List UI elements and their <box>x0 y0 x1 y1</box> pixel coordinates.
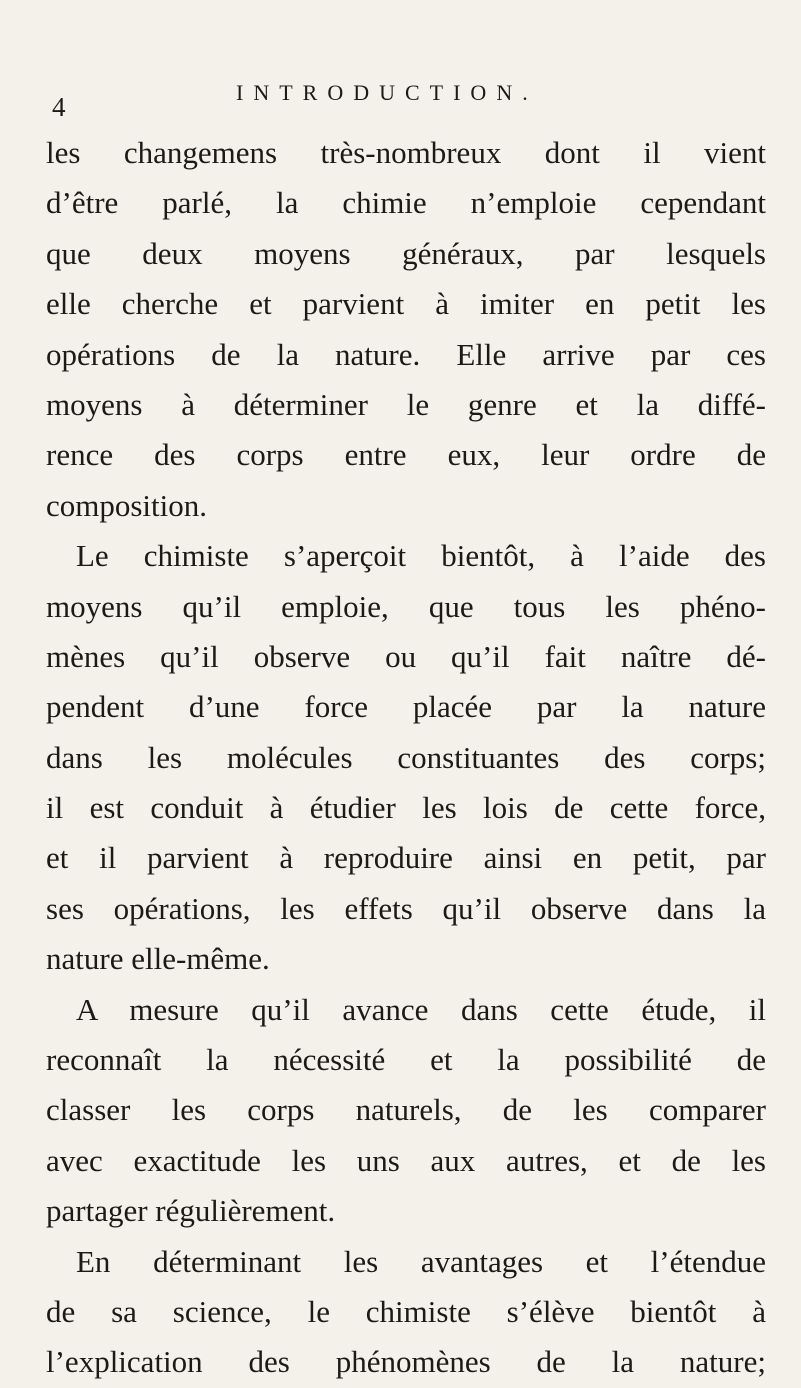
text-line: les changemens très-nombreux dont il vient <box>46 135 766 170</box>
text-line: d’être parlé, la chimie n’emploie cependant <box>46 185 766 221</box>
text-line: reconnaît la nécessité et la possibilité de <box>46 1042 766 1078</box>
text-line: partager régulièrement. <box>46 1193 336 1229</box>
text-line: mènes qu’il observe ou qu’il fait naître dé- <box>46 638 766 674</box>
text-line: l’explication des phénomènes de la nature; <box>46 1344 766 1380</box>
text-line: moyens à déterminer le genre et la diffé- <box>46 386 766 422</box>
text-line: de sa science, le chimiste s’élève bientôt à <box>46 1293 766 1329</box>
text-line: il est conduit à étudier les lois de cette force, <box>46 790 766 826</box>
text-line: Le chimiste s’aperçoit bientôt, à l’aide des <box>76 538 766 574</box>
text-line: dans les molécules constituantes des corps; <box>46 739 766 775</box>
running-head: INTRODUCTION. <box>236 80 538 105</box>
text-line: moyens qu’il emploie, que tous les phéno- <box>46 588 766 624</box>
text-line: opérations de la nature. Elle arrive par ces <box>46 336 766 372</box>
page-number: 4 <box>52 92 66 122</box>
page-header <box>46 80 766 120</box>
text-line: En déterminant les avantages et l’étendue <box>76 1243 766 1279</box>
text-line: rence des corps entre eux, leur ordre de <box>46 437 766 473</box>
text-line: composition. <box>46 487 208 523</box>
text-line: elle cherche et parvient à imiter en petit les <box>46 286 766 322</box>
text-line: et il parvient à reproduire ainsi en petit, par <box>46 840 766 876</box>
text-line: nature elle-même. <box>46 941 270 977</box>
text-line: classer les corps naturels, de les comparer <box>46 1092 766 1128</box>
body-text <box>46 128 766 1388</box>
text-line: A mesure qu’il avance dans cette étude, il <box>76 991 766 1027</box>
text-line: avec exactitude les uns aux autres, et de les <box>46 1142 766 1178</box>
text-line: que deux moyens généraux, par lesquels <box>46 235 766 271</box>
text-line: pendent d’une force placée par la nature <box>46 689 766 725</box>
text-line: ses opérations, les effets qu’il observe dans la <box>46 890 766 926</box>
